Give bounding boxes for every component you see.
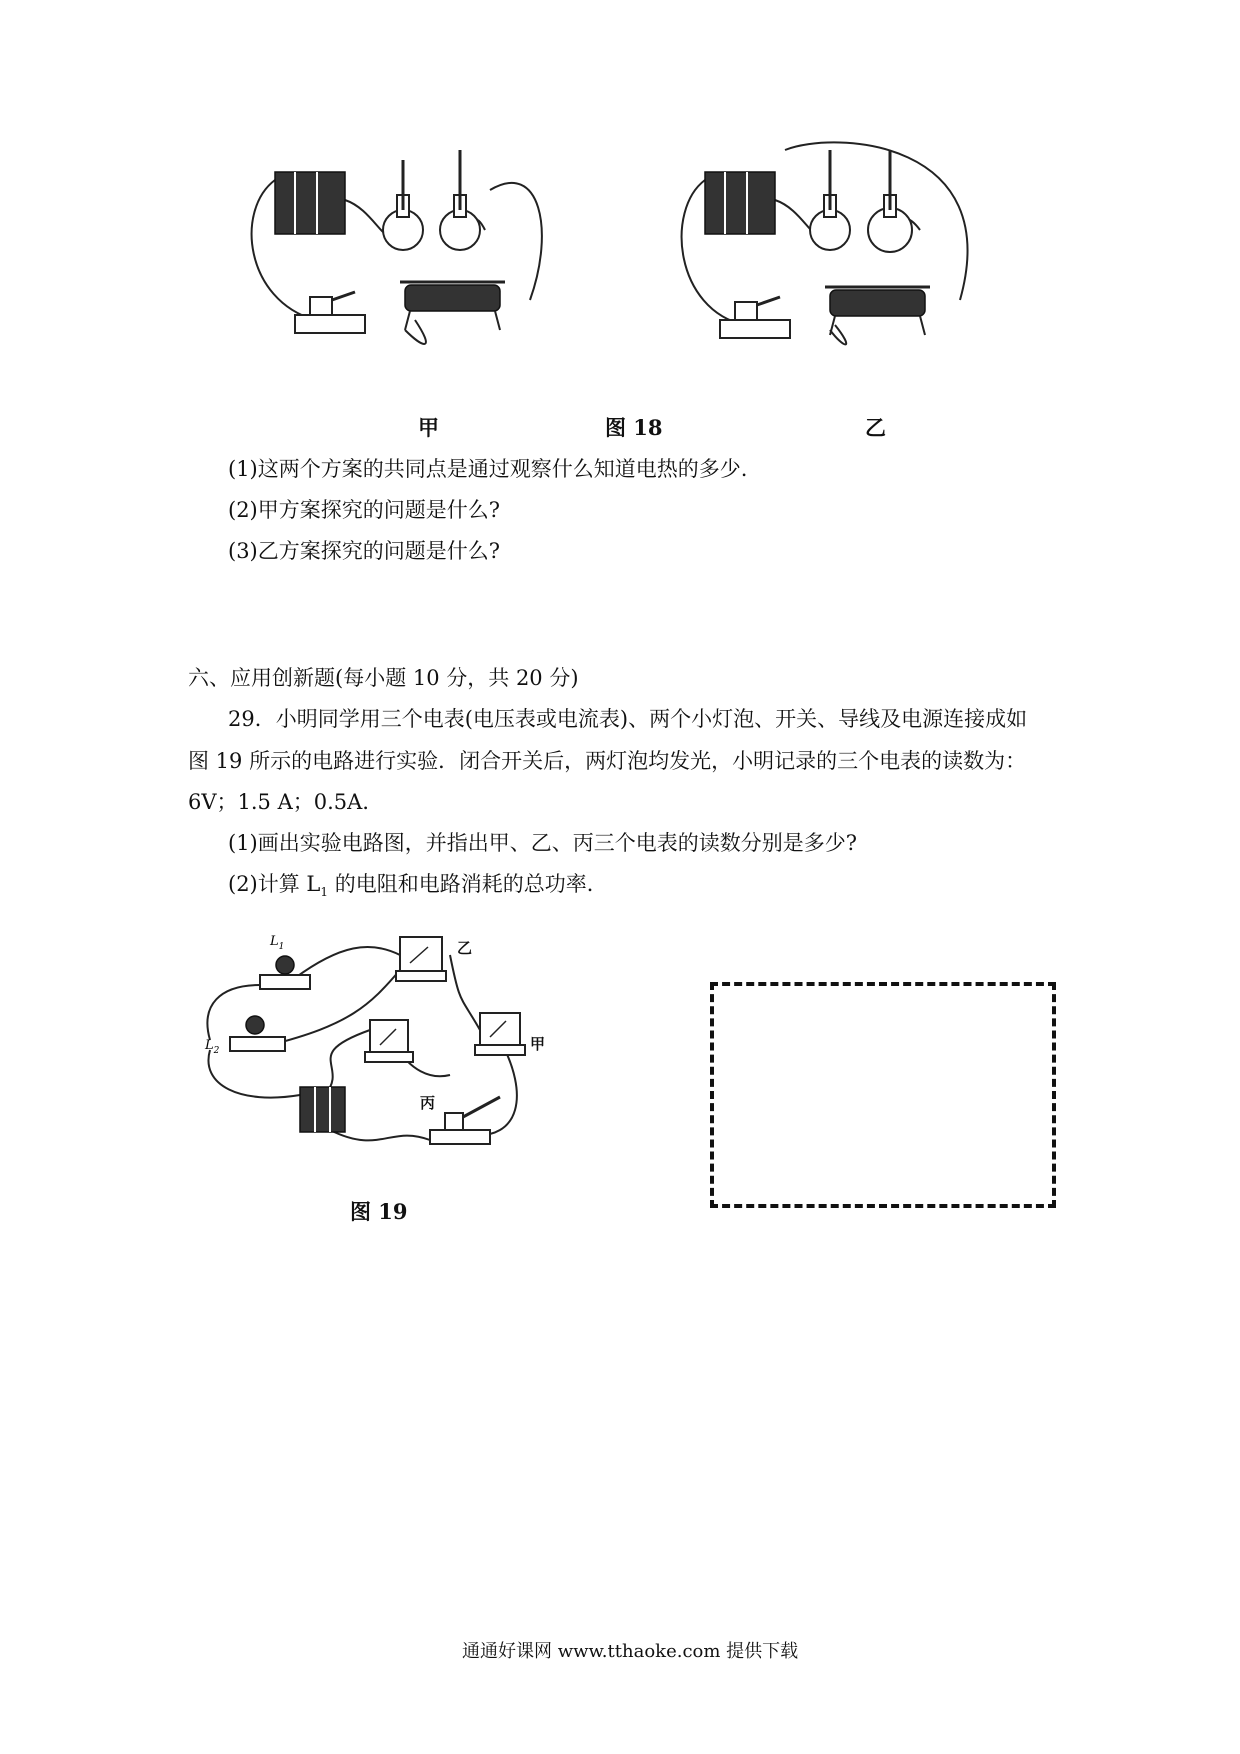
figure-19-diagram: [200, 925, 580, 1165]
q29-line3: 6V；1.5 A；0.5A．: [188, 790, 384, 814]
q29-line1: 29．小明同学用三个电表(电压表或电流表)、两个小灯泡、开关、导线及电源连接成如: [228, 707, 1028, 731]
figure-18-right-diagram: [685, 150, 1005, 380]
q29-line2: 图 19 所示的电路进行实验．闭合开关后，两灯泡均发光，小明记录的三个电表的读数为：: [188, 749, 1027, 773]
section-6-heading: 六、应用创新题(每小题 10 分，共 20 分): [188, 666, 579, 690]
q28-sub2: (2)甲方案探究的问题是什么?: [228, 498, 501, 522]
figure-18-left-label: 甲: [418, 415, 439, 440]
fig19-meter-bing-label: 丙: [420, 1094, 436, 1112]
q28-sub3: (3)乙方案探究的问题是什么?: [228, 539, 501, 563]
fig19-meter-jia-label: 甲: [530, 1035, 546, 1053]
answer-drawing-box[interactable]: [710, 982, 1056, 1208]
fig19-label-L1: $L_1$: [270, 934, 285, 952]
figure-18-left-diagram: [255, 150, 575, 380]
figure-18-caption: 图 18: [605, 415, 663, 440]
fig19-meter-yi-label: 乙: [457, 939, 473, 957]
q28-sub1: (1)这两个方案的共同点是通过观察什么知道电热的多少.: [228, 457, 748, 481]
fig19-label-L2: $L_2$: [205, 1038, 220, 1056]
figure-18-right-label: 乙: [865, 415, 886, 440]
q29-sub2-subscript: 1: [320, 885, 329, 900]
q29-sub2-pre: (2)计算 L: [228, 872, 321, 896]
figure-19-caption: 图 19: [350, 1199, 408, 1224]
q29-sub2: [228, 874, 608, 898]
footer-source: 通通好课网 www.tthaoke.com 提供下载: [462, 1641, 799, 1662]
q29-sub1: (1)画出实验电路图，并指出甲、乙、丙三个电表的读数分别是多少?: [228, 831, 858, 855]
q29-sub2-post: 的电阻和电路消耗的总功率．: [328, 872, 608, 896]
